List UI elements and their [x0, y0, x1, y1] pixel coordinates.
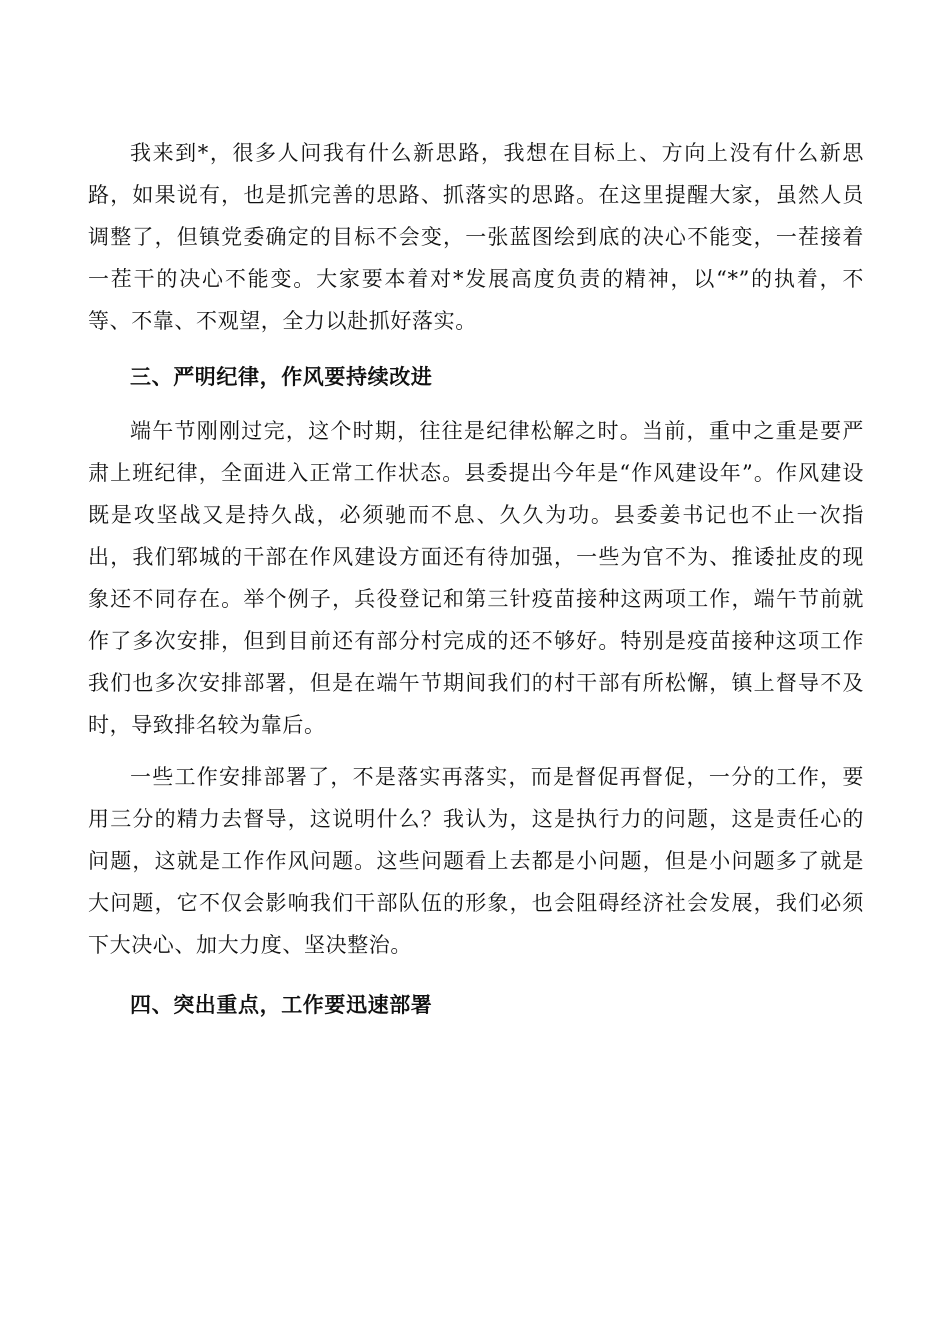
section-heading-key-work: 四、突出重点，工作要迅速部署 — [130, 992, 433, 1017]
paragraph-execution: 一些工作安排部署了，不是落实再落实，而是督促再督促，一分的工作，要用三分的精力去督导，这说明什么？我认为，这是执行力的问题，这是责任心的问题，这就是工作作风问题。这些问题看上去都是小问题，但是小问题多了就是大问题，它不仅会影响我们干部队伍的形象，也会阻碍经济社会发展，我们必须下大决心、加大力度、坚决整治。 — [88, 765, 864, 957]
document-body — [88, 132, 864, 1026]
paragraph-new-ideas: 我来到*，很多人问我有什么新思路，我想在目标上、方向上没有什么新思路，如果说有，也是抓完善的思路、抓落实的思路。在这里提醒大家，虽然人员调整了，但镇党委确定的目标不会变，一张蓝图绘到底的决心不能变，一茬接着一茬干的决心不能变。大家要本着对*发展高度负责的精神，以“*”的执着，不等、不靠、不观望，全力以赴抓好落实。 — [88, 141, 864, 333]
section-heading-discipline: 三、严明纪律，作风要持续改进 — [130, 364, 433, 389]
paragraph-work-style: 端午节刚刚过完，这个时期，往往是纪律松解之时。当前，重中之重是要严肃上班纪律，全面进入正常工作状态。县委提出今年是“作风建设年”。作风建设既是攻坚战又是持久战，必须驰而不息、久久为功。县委姜书记也不止一次指出，我们郓城的干部在作风建设方面还有待加强，一些为官不为、推诿扯皮的现象还不同存在。举个例子，兵役登记和第三针疫苗接种这两项工作，端午节前就作了多次安排，但到目前还有部分村完成的还不够好。特别是疫苗接种这项工作我们也多次安排部署，但是在端午节期间我们的村干部有所松懈，镇上督导不及时，导致排名较为靠后。 — [88, 419, 864, 737]
